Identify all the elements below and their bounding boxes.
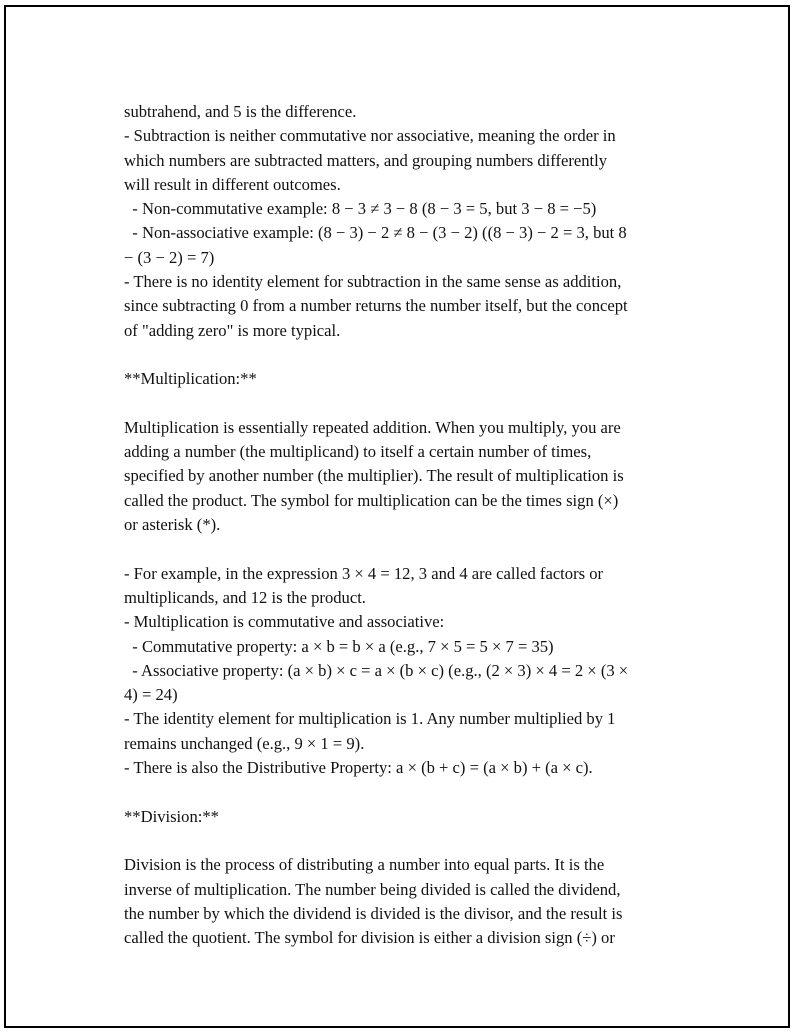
text-line: - Associative property: (a × b) × c = a × (b × c) (e.g., (2 × 3) × 4 = 2 × (3 × bbox=[124, 660, 629, 680]
text-line: inverse of multiplication. The number being divided is called the dividend, bbox=[124, 879, 621, 899]
text-line: - For example, in the expression 3 × 4 = 12, 3 and 4 are called factors or bbox=[124, 563, 604, 583]
text-line: of "adding zero" is more typical. bbox=[124, 320, 341, 340]
text-line: 4) = 24) bbox=[124, 685, 178, 705]
text-line: remains unchanged (e.g., 9 × 1 = 9). bbox=[124, 733, 365, 753]
blank-line bbox=[124, 780, 686, 804]
text-line: - Multiplication is commutative and associative: bbox=[124, 612, 445, 632]
text-line: the number by which the dividend is divided is the divisor, and the result is bbox=[124, 903, 623, 923]
text-line: Division is the process of distributing a number into equal parts. It is the bbox=[124, 855, 605, 875]
text-line: - Commutative property: a × b = b × a (e.g., 7 × 5 = 5 × 7 = 35) bbox=[124, 636, 554, 656]
text-line: which numbers are subtracted matters, and grouping numbers differently bbox=[124, 150, 608, 170]
document-body bbox=[124, 100, 686, 950]
text-line: specified by another number (the multiplier). The result of multiplication is bbox=[124, 466, 624, 486]
text-line: multiplicands, and 12 is the product. bbox=[124, 587, 366, 607]
text-line: - Non-commutative example: 8 − 3 ≠ 3 − 8 (8 − 3 = 5, but 3 − 8 = −5) bbox=[124, 199, 597, 219]
blank-line bbox=[124, 537, 686, 561]
text-line: - There is also the Distributive Property: a × (b + c) = (a × b) + (a × c). bbox=[124, 758, 593, 778]
text-line: called the product. The symbol for multiplication can be the times sign (×) bbox=[124, 490, 619, 510]
blank-line bbox=[124, 829, 686, 853]
text-line: will result in different outcomes. bbox=[124, 174, 341, 194]
blank-line bbox=[124, 392, 686, 416]
text-line: - Non-associative example: (8 − 3) − 2 ≠ 8 − (3 − 2) ((8 − 3) − 2 = 3, but 8 bbox=[124, 223, 627, 243]
text-line: - Subtraction is neither commutative nor associative, meaning the order in bbox=[124, 126, 616, 146]
text-line: - There is no identity element for subtraction in the same sense as addition, bbox=[124, 272, 622, 292]
text-line: **Division:** bbox=[124, 806, 219, 826]
text-line: since subtracting 0 from a number returns the number itself, but the concept bbox=[124, 296, 628, 316]
text-line: - The identity element for multiplication is 1. Any number multiplied by 1 bbox=[124, 709, 616, 729]
page-frame bbox=[4, 5, 790, 1028]
text-line: adding a number (the multiplicand) to itself a certain number of times, bbox=[124, 442, 592, 462]
text-line: subtrahend, and 5 is the difference. bbox=[124, 102, 357, 121]
text-line: **Multiplication:** bbox=[124, 369, 257, 389]
text-line: Multiplication is essentially repeated addition. When you multiply, you are bbox=[124, 417, 621, 437]
text-line: or asterisk (*). bbox=[124, 515, 221, 535]
blank-line bbox=[124, 343, 686, 367]
text-line: − (3 − 2) = 7) bbox=[124, 247, 215, 267]
text-line: called the quotient. The symbol for division is either a division sign (÷) or bbox=[124, 928, 615, 948]
